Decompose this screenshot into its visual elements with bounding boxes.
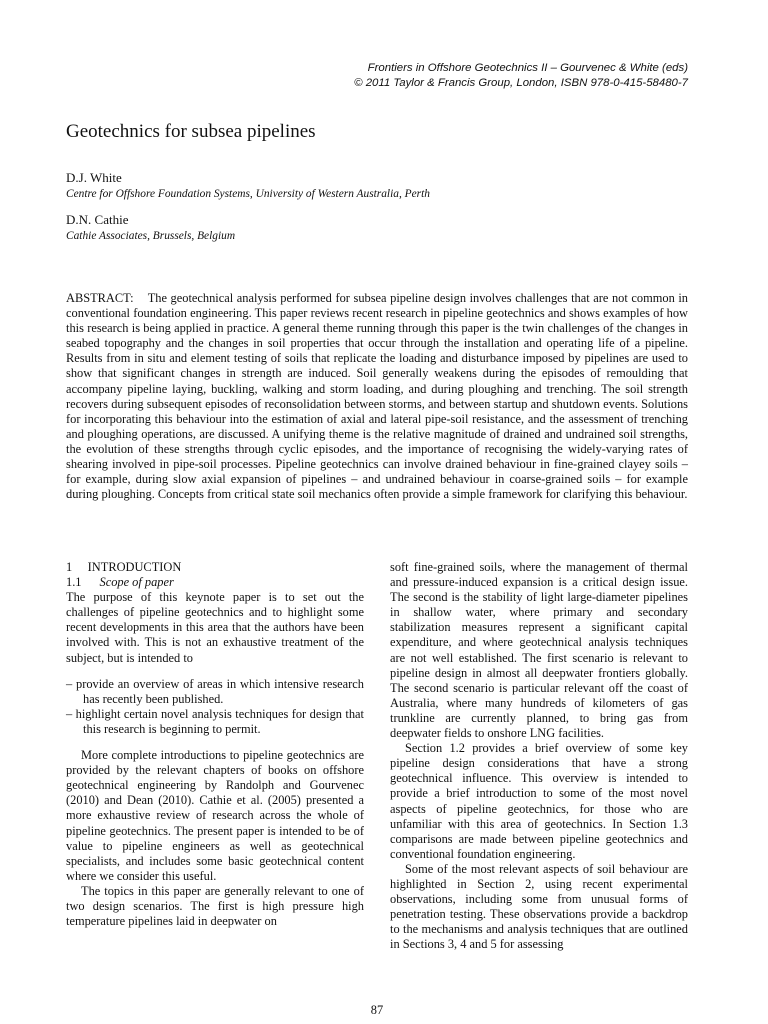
section-heading: 1 INTRODUCTION — [66, 560, 182, 574]
page-number: 87 — [370, 1003, 384, 1017]
paragraph: More complete introductions to pipeline geotechnics are provided by the relevant chapters of books on offshore geotechnical engineering by Randolph and Gourvenec (2010) and Dean (2010). Cathie et al. (2005) presented a more exhaustive review of research across the whole of pipeline geotechnics. The present paper is intended to be of value to pipeline engineers as well as geotechnical specialists, and includes some basic geotechnical content where we consider this useful. — [66, 748, 364, 883]
left-column — [66, 560, 364, 929]
paragraph: Section 1.2 provides a brief overview of some key pipeline design considerations that have a strong geotechnical influence. This overview is intended to provide a brief introduction to some of the most novel aspects of pipeline geotechnics, for those who are unfamiliar with this area of geotechnics. In Section 1.3 comparisons are made between pipeline geotechnics and conventional foundation engineering. — [390, 741, 688, 861]
header-copyright-line: © 2011 Taylor & Francis Group, London, ISBN 978-0-415-58480-7 — [354, 77, 688, 89]
paragraph: soft fine-grained soils, where the management of thermal and pressure-induced expansion is a critical design issue. The second is the stability of light large-diameter pipelines in shallow water, where primary and secondary stabilization measures represent a significant capital expenditure, and where geotechnical analysis techniques are not well established. The first scenario is relevant to pipeline design in almost all deepwater frontiers globally. The second scenario is particular relevant off the coast of Australia, where many hundreds of kilometers of gas trunkline are currently planned, to bring gas from deepwater fields to onshore LNG facilities. — [390, 560, 688, 741]
bullet-item: – provide an overview of areas in which intensive research has recently been published. — [66, 676, 364, 706]
right-column — [390, 560, 688, 952]
subsection-heading — [66, 575, 364, 590]
author-name-2: D.N. Cathie — [66, 212, 129, 227]
author-affiliation-1: Centre for Offshore Foundation Systems, University of Western Australia, Perth — [66, 188, 430, 200]
author-name-1: D.J. White — [66, 170, 122, 185]
subsection-title: Scope of paper — [99, 575, 174, 590]
running-header — [168, 61, 688, 91]
paragraph: Some of the most relevant aspects of soil behaviour are highlighted in Section 2, using recent experimental observations, including some from unusual forms of penetration testing. These observations provide a backdrop to the mechanisms and analysis techniques that are outlined in Sections 3, 4 and 5 for assessing — [390, 861, 688, 952]
subsection-number: 1.1 — [66, 575, 82, 590]
abstract: ABSTRACT: The geotechnical analysis performed for subsea pipeline design involves challenges that are not common in conventional foundation engineering. This paper reviews recent research in pipeline geotechnics and shows examples of how this research is being applied in practice. A general theme running through this paper is the twin challenges of the changes in seabed topography and the changes in soil properties that occur through the installation and operating life of a pipeline. Results from in situ and element testing of soils that replicate the loading and disturbance imposed by pipelines are used to show that significant changes in strength are induced. Soil generally weakens during the episodes of remoulding that accompany pipeline laying, buckling, walking and storm loading, and during ploughing and trenching. The soil strength recovers during subsequent episodes of reconsolidation between storms, and between startup and shutdown events. Solutions for incorporating this behaviour into the estimation of axial and lateral pipe-soil resistance, and the assessment of trenching and ploughing operations, are discussed. A unifying theme is the relative magnitude of drained and undrained soil strengths, the evolution of these strengths through cyclic episodes, and the importance of recognising the widely-varying rates of shearing involved in pipe-soil processes. Pipeline geotechnics can involve drained behaviour in fine-grained clayey soils – for example, during slow axial expansion of pipelines – and undrained behaviour in coarse-grained soils – for example during ploughing. Concepts from critical state soil mechanics often provide a simple framework for clarifying this behaviour. — [66, 291, 692, 502]
bullet-item: – highlight certain novel analysis techniques for design that this research is beginning to permit. — [66, 706, 364, 736]
paragraph: The purpose of this keynote paper is to set out the challenges of pipeline geotechnics and to highlight some recent developments in this area that the authors have been involved with. This is not an exhaustive treatment of the subject, but is intended to — [66, 590, 364, 665]
author-affiliation-2: Cathie Associates, Brussels, Belgium — [66, 230, 236, 242]
paragraph: The topics in this paper are generally relevant to one of two design scenarios. The first is high pressure high temperature pipelines laid in deepwater on — [66, 883, 364, 929]
paper-title: Geotechnics for subsea pipelines — [66, 121, 316, 142]
header-book-line: Frontiers in Offshore Geotechnics II – Gourvenec & White (eds) — [367, 62, 688, 74]
